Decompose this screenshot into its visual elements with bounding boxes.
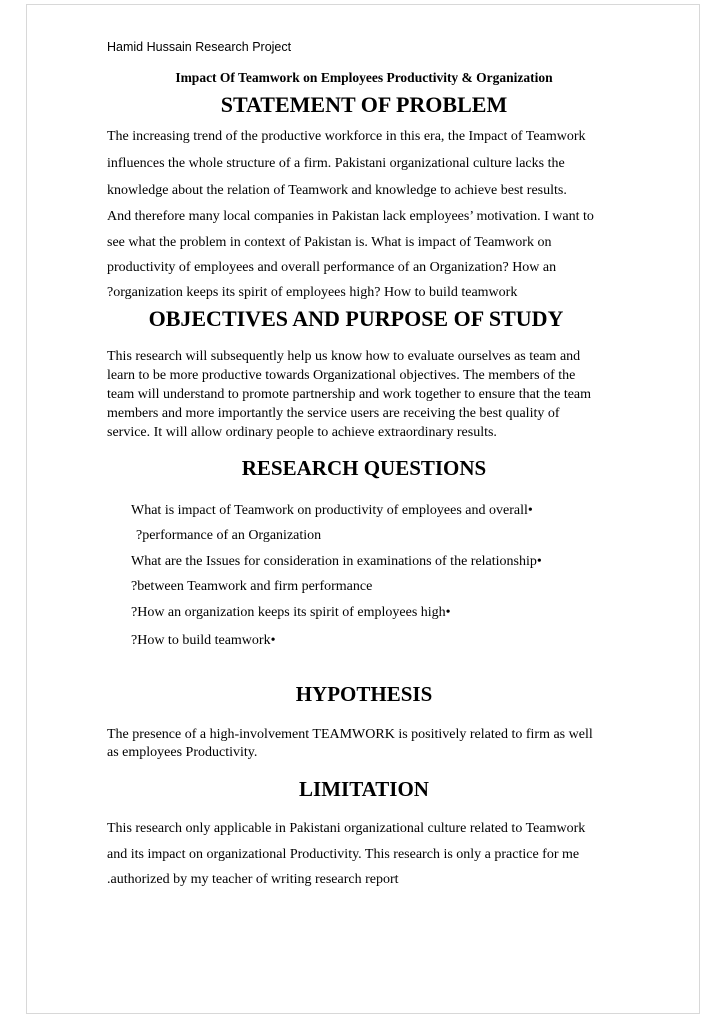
hypothesis-line-2: as employees Productivity.	[107, 745, 258, 760]
statement-line-3: knowledge about the relation of Teamwork and knowledge to achieve best results.	[107, 183, 567, 198]
heading-objectives: OBJECTIVES AND PURPOSE OF STUDY	[148, 306, 564, 331]
bullet-icon: •	[527, 503, 533, 518]
question-3: ?How an organization keeps its spirit of employees high•	[131, 605, 451, 620]
bullet-icon: •	[536, 554, 542, 569]
bullet-icon: •	[270, 633, 276, 648]
statement-line-4: And therefore many local companies in Pakistan lack employees’ motivation. I want to	[107, 209, 594, 224]
heading-limitation: LIMITATION	[299, 777, 429, 801]
objectives-line-4: members and more importantly the service users are receiving the best quality of	[107, 406, 560, 421]
question-2-line-1: What are the Issues for consideration in examinations of the relationship•	[131, 554, 542, 569]
objectives-line-2: learn to be more productive towards Organizational objectives. The members of the	[107, 368, 576, 383]
question-2-line-2: ?between Teamwork and firm performance	[131, 579, 373, 594]
question-1-line-1: What is impact of Teamwork on productivity of employees and overall•	[131, 503, 533, 518]
statement-line-2: influences the whole structure of a firm. Pakistani organizational culture lacks the	[107, 156, 565, 171]
hypothesis-line-1: The presence of a high-involvement TEAMWORK is positively related to firm as well	[107, 727, 593, 742]
limitation-line-1: This research only applicable in Pakistani organizational culture related to Teamwork	[107, 821, 586, 836]
limitation-line-2: and its impact on organizational Productivity. This research is only a practice for me	[107, 847, 580, 862]
heading-research-questions: RESEARCH QUESTIONS	[241, 456, 487, 480]
statement-line-1: The increasing trend of the productive workforce in this era, the Impact of Teamwork	[107, 129, 586, 144]
statement-line-5: see what the problem in context of Pakistan is. What is impact of Teamwork on	[107, 235, 552, 250]
statement-line-7: ?organization keeps its spirit of employees high? How to build teamwork	[107, 285, 518, 300]
heading-hypothesis: HYPOTHESIS	[295, 682, 433, 706]
bullet-icon: •	[445, 605, 451, 620]
document-title: Impact Of Teamwork on Employees Productivity & Organization	[175, 70, 553, 85]
question-4: ?How to build teamwork•	[131, 633, 276, 648]
running-header: Hamid Hussain Research Project	[107, 40, 292, 54]
limitation-line-3: .authorized by my teacher of writing research report	[107, 872, 399, 887]
objectives-line-5: service. It will allow ordinary people to achieve extraordinary results.	[107, 425, 497, 440]
heading-statement-of-problem: STATEMENT OF PROBLEM	[220, 92, 508, 117]
question-1-line-2: ?performance of an Organization	[136, 528, 322, 543]
statement-line-6: productivity of employees and overall performance of an Organization? How an	[107, 260, 557, 275]
objectives-line-1: This research will subsequently help us know how to evaluate ourselves as team and	[107, 349, 581, 364]
objectives-line-3: team will understand to promote partnership and work together to ensure that the team	[107, 387, 592, 402]
